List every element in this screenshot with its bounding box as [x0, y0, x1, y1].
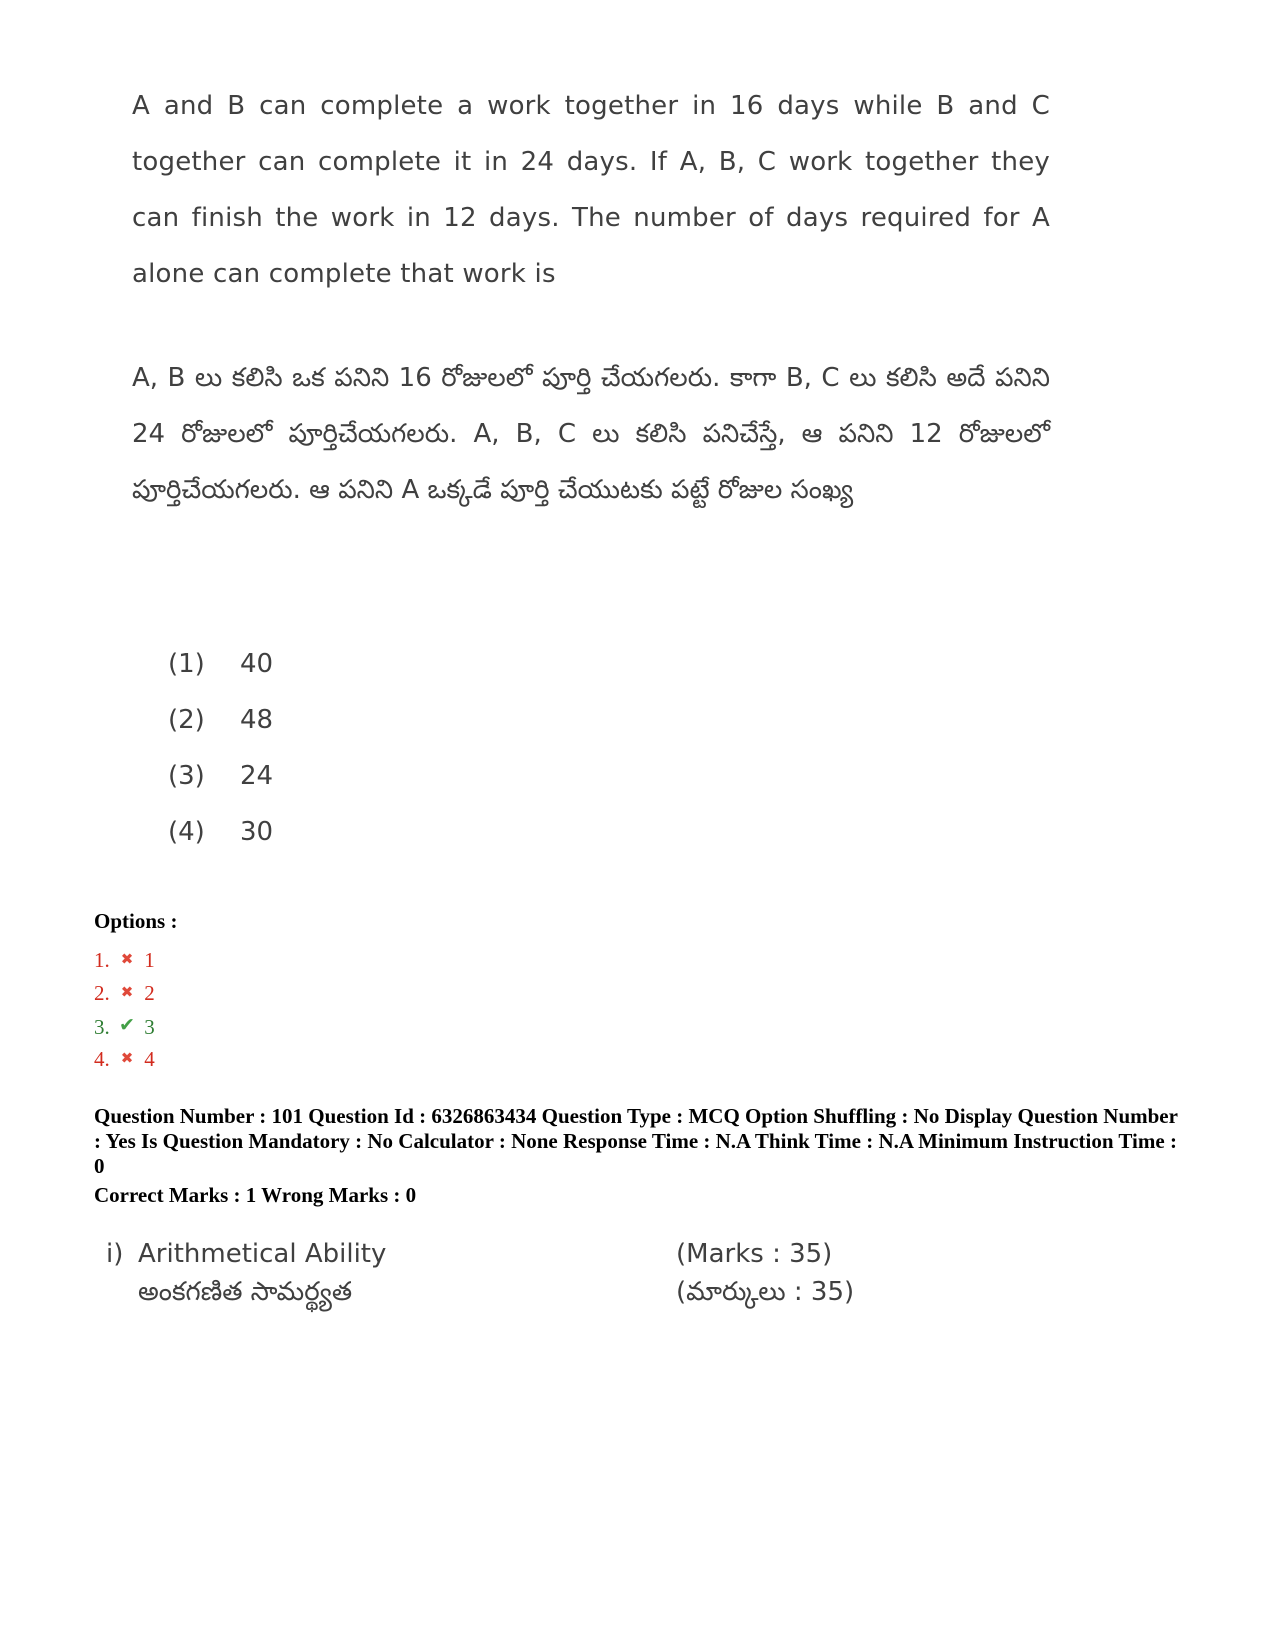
- option-item: [94, 943, 155, 976]
- section-marks-telugu: (మార్కులు : 35): [676, 1277, 855, 1307]
- check-icon: ✔: [119, 1014, 135, 1036]
- choice-label: (2): [168, 705, 205, 735]
- choice-value: 40: [240, 649, 274, 679]
- question-text-english: A and B can complete a work together in 16 days while B and C together can complete it in 24 days. If A, B, C work together they can finish the work in 12 days. The number of days required for A alone can complete that work is: [132, 91, 1050, 289]
- option-index: 4.: [94, 1047, 110, 1071]
- choice-value: 48: [240, 705, 274, 735]
- cross-icon: ✖: [120, 983, 134, 1001]
- choice-label: (4): [168, 817, 205, 847]
- section-title: [106, 1235, 386, 1311]
- choice-item: [168, 804, 273, 860]
- cross-icon: ✖: [120, 1049, 134, 1067]
- choice-item: [168, 636, 273, 692]
- choice-label: (3): [168, 761, 205, 791]
- options-heading: Options :: [94, 909, 178, 933]
- choice-item: [168, 748, 273, 804]
- choice-value: 24: [240, 761, 274, 791]
- marks-info: Correct Marks : 1 Wrong Marks : 0: [94, 1183, 417, 1207]
- choice-label: (1): [168, 649, 205, 679]
- cross-icon: ✖: [120, 950, 134, 968]
- option-index: 1.: [94, 948, 110, 972]
- option-value: 1: [144, 948, 155, 972]
- option-item: [94, 1042, 155, 1075]
- choice-item: [168, 692, 273, 748]
- question-text-telugu: A, B లు కలిసి ఒక పనిని 16 రోజులలో పూర్తి చేయగలరు. కాగా B, C లు కలిసి అదే పనిని 24 రోజులలో పూర్తిచేయగలరు. A, B, C లు కలిసి పనిచేస్తే, ఆ పనిని 12 రోజులలో పూర్తిచేయగలరు. ఆ పనిని A ఒక్కడే పూర్తి చేయుటకు పట్టే రోజుల సంఖ్య: [132, 363, 1050, 505]
- option-item: [94, 976, 155, 1009]
- option-value: 4: [144, 1047, 155, 1071]
- option-index: 3.: [94, 1015, 110, 1039]
- choice-value: 30: [240, 817, 274, 847]
- options-list: [94, 943, 155, 1075]
- question-metadata: Question Number : 101 Question Id : 6326863434 Question Type : MCQ Option Shuffling : No Display Question Number : Yes Is Question Mandatory : No Calculator : None Response Time : N.A Think Time : N.A Minimum Instruction Time : 0: [94, 1104, 1178, 1178]
- section-title-telugu: అంకగణిత సామర్థ్యత: [138, 1277, 353, 1307]
- option-item: [94, 1009, 155, 1042]
- section-title-english: Arithmetical Ability: [138, 1239, 387, 1269]
- option-index: 2.: [94, 981, 110, 1005]
- section-number: i): [106, 1239, 124, 1269]
- answer-choices: [168, 636, 273, 860]
- option-value: 3: [144, 1015, 155, 1039]
- section-marks-english: (Marks : 35): [676, 1239, 833, 1269]
- option-value: 2: [144, 981, 155, 1005]
- section-marks: [676, 1235, 854, 1311]
